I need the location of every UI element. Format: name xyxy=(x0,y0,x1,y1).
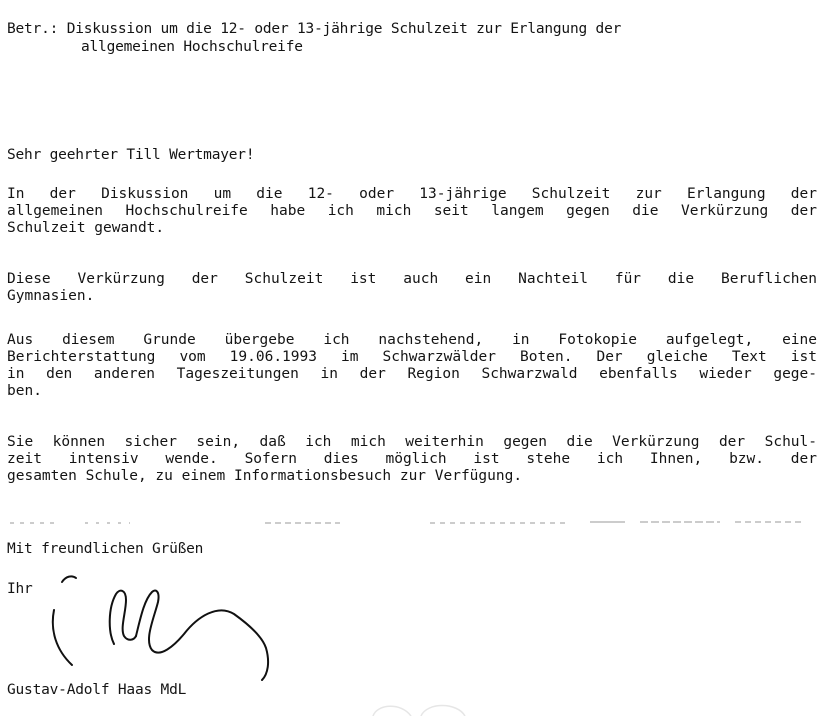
signatory-name: Gustav-Adolf Haas MdL xyxy=(7,682,187,698)
paragraph-4-line: zeit intensiv wende. Sofern dies möglich ist stehe ich Ihnen, bzw. der xyxy=(7,451,817,467)
paragraph-2-line: Diese Verkürzung der Schulzeit ist auch ein Nachteil für die Beruflichen xyxy=(7,271,817,287)
paragraph-2 xyxy=(7,271,817,305)
paragraph-1-line: Schulzeit gewandt. xyxy=(7,220,165,236)
signature-stroke xyxy=(62,576,76,582)
paragraph-4-line: Sie können sicher sein, daß ich mich weiterhin gegen die Verkürzung der Schul- xyxy=(7,434,817,450)
subject-line-1: Betr.: Diskussion um die 12- oder 13-jährige Schulzeit zur Erlangung der xyxy=(7,21,622,37)
signature-stroke xyxy=(53,610,72,665)
paragraph-3-line: Aus diesem Grunde übergebe ich nachstehend, in Fotokopie aufgelegt, eine xyxy=(7,332,817,348)
subject-line-2: allgemeinen Hochschulreife xyxy=(81,39,303,55)
salutation: Sehr geehrter Till Wertmayer! xyxy=(7,147,255,163)
paragraph-1-line: In der Diskussion um die 12- oder 13-jährige Schulzeit zur Erlangung der xyxy=(7,186,817,202)
faint-dashed-rule xyxy=(0,520,835,526)
scan-smudge xyxy=(365,700,475,716)
paragraph-3 xyxy=(7,332,817,400)
paragraph-1 xyxy=(7,186,817,237)
closing: Mit freundlichen Grüßen xyxy=(7,541,204,557)
paragraph-3-line: in den anderen Tageszeitungen in der Region Schwarzwald ebenfalls wieder gege- xyxy=(7,366,817,382)
handwritten-signature xyxy=(48,570,288,685)
paragraph-4-line: gesamten Schule, zu einem Informationsbesuch zur Verfügung. xyxy=(7,468,523,484)
paragraph-3-line: ben. xyxy=(7,383,42,399)
paragraph-3-line: Berichterstattung vom 19.06.1993 im Schwarzwälder Boten. Der gleiche Text ist xyxy=(7,349,817,365)
paragraph-2-line: Gymnasien. xyxy=(7,288,95,304)
signature-stroke xyxy=(136,590,268,680)
closing-pronoun: Ihr xyxy=(7,581,33,597)
paragraph-1-line: allgemeinen Hochschulreife habe ich mich seit langem gegen die Verkürzung der xyxy=(7,203,817,219)
paragraph-4 xyxy=(7,434,817,485)
signature-stroke xyxy=(110,591,136,644)
